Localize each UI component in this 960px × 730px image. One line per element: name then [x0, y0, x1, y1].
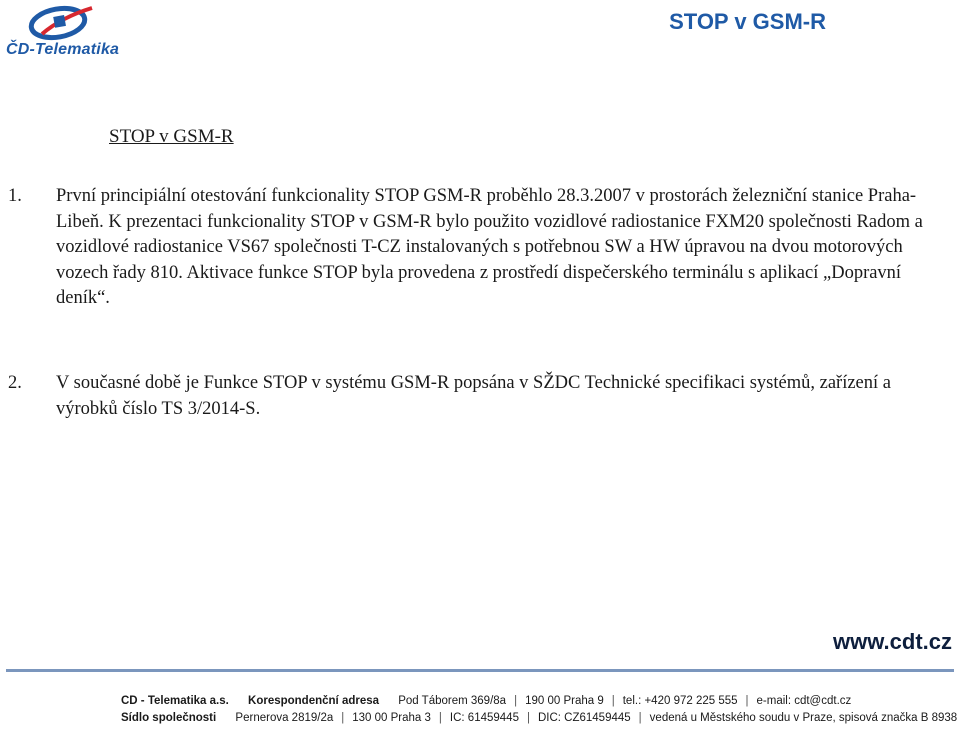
- website-link[interactable]: www.cdt.cz: [833, 629, 952, 654]
- cdt-logo-icon: [28, 4, 94, 42]
- footer-register: vedená u Městského soudu v Praze, spisová značka B 8938: [649, 712, 958, 724]
- list-item: [8, 371, 928, 422]
- footer-ico: IČ: 61459445: [449, 712, 519, 724]
- footer-divider: [6, 669, 954, 672]
- footer-street: Pod Táborem 369/8a: [398, 695, 507, 707]
- company-logo: [6, 4, 120, 60]
- footer-line-1: ČD - Telematika a.s. Korespondenční adresa Pod Táborem 369/8a | 190 00 Praha 9 | tel.: +420 972 225 555 | e-mail: cdt@cdt.cz: [121, 695, 852, 707]
- footer-address-label: Korespondenční adresa: [248, 695, 380, 707]
- slide-title: STOP v GSM-R: [669, 9, 826, 34]
- item-text: V současné době je Funkce STOP v systému GSM-R popsána v SŽDC Technické specifikaci systémů, zařízení a výrobků číslo TS 3/2014-S.: [56, 373, 891, 419]
- footer-company: ČD - Telematika a.s.: [121, 695, 229, 707]
- logo-text: ČD-Telematika: [6, 41, 120, 58]
- subheading: STOP v GSM-R: [109, 126, 234, 147]
- item-text: První principiální otestování funkcionality STOP GSM-R proběhlo 28.3.2007 v prostorách železniční stanice Praha-Libeň. K prezentaci funkcionality STOP v GSM-R bylo použito vozidlové radiostanice FXM20 společnosti Radom a vozidlové radiostanice VS67 společnosti T-CZ instalovaných s potřebnou SW a HW úpravou na dvou motorových vozech řady 810. Aktivace funkce STOP byla provedena z prostředí dispečerského terminálu s aplikací „Dopravní deník“.: [56, 186, 923, 308]
- item-number: 1.: [8, 186, 22, 206]
- footer-dic: DIČ: CZ61459445: [537, 712, 631, 724]
- footer-email[interactable]: e-mail: cdt@cdt.cz: [756, 695, 852, 707]
- footer-seat-city: 130 00 Praha 3: [352, 712, 431, 724]
- footer-line-2: Sídlo společnosti Pernerova 2819/2a | 130 00 Praha 3 | IČ: 61459445 | DIČ: CZ61459445 | vedená u Městského soudu v Praze, spisová značka B 8938: [121, 712, 958, 724]
- list-item: [8, 184, 928, 312]
- footer-city: 190 00 Praha 9: [525, 695, 604, 707]
- footer-phone: tel.: +420 972 225 555: [622, 695, 738, 707]
- footer-seat-label: Sídlo společnosti: [121, 712, 217, 724]
- footer-seat-street: Pernerova 2819/2a: [235, 712, 334, 724]
- item-number: 2.: [8, 373, 22, 393]
